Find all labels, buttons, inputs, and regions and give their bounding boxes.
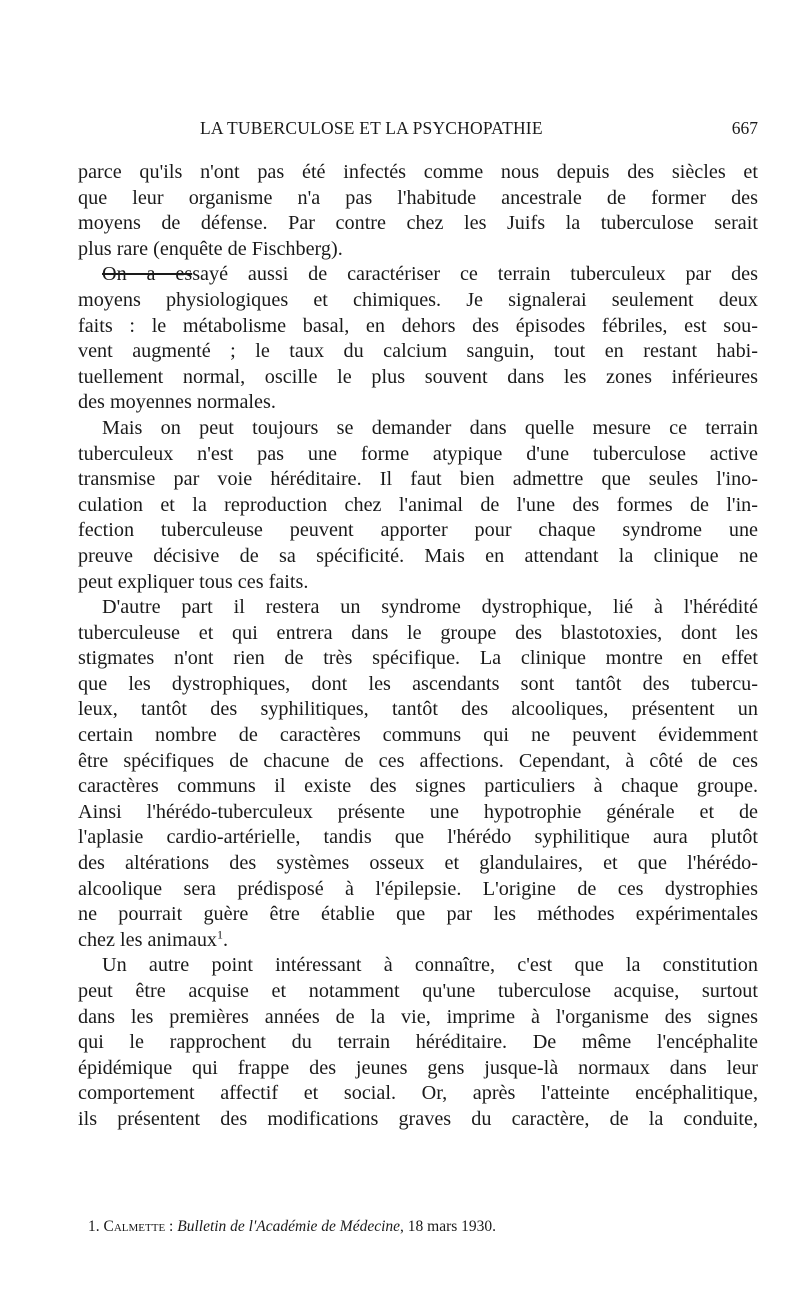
text-line: Ainsi l'hérédo-tuberculeux présente une hypotrophie générale et de [78,800,758,823]
text-line: des altérations des systèmes osseux et glandulaires, et que l'hérédo- [78,852,758,875]
paragraph [78,160,758,262]
text-line: ne pourrait guère être établie que par les méthodes expérimentales [78,903,758,926]
text-line: épidémique qui frappe des jeunes gens jusque-là normaux dans leur [78,1056,758,1079]
text-line: plus rare (enquête de Fischberg). [78,237,343,260]
text-line: vent augmenté ; le taux du calcium sanguin, tout en restant habi- [78,340,758,363]
footnote [88,1218,758,1236]
text-line: que leur organisme n'a pas l'habitude ancestrale de former des [78,186,758,209]
text-line: D'autre part il restera un syndrome dystrophique, lié à l'hérédité [102,596,758,619]
text-line [78,262,758,288]
text-line: faits : le métabolisme basal, en dehors des épisodes fébriles, est sou- [78,314,758,337]
footnote-separator: : [165,1218,178,1235]
running-header [200,118,758,148]
text-line: transmise par voie héréditaire. Il faut bien admettre que seules l'ino- [78,468,758,491]
footnote-journal: Bulletin de l'Académie de Médecine [177,1218,401,1235]
text-line: fection tuberculeuse peuvent apporter pour chaque syndrome une [78,519,758,542]
paragraph [78,262,758,416]
text-line: Mais on peut toujours se demander dans quelle mesure ce terrain [102,416,758,439]
body-text [78,160,758,1133]
text-line: certain nombre de caractères communs qui ne peuvent évidemment [78,724,758,747]
text-line: culation et la reproduction chez l'animal de l'une des formes de l'in- [78,493,758,516]
text-line: leux, tantôt des syphilitiques, tantôt des alcooliques, présentent un [78,698,758,721]
running-title: LA TUBERCULOSE ET LA PSYCHOPATHIE [200,118,543,138]
text-line: ils présentent des modifications graves du caractère, de la conduite, [78,1107,758,1130]
text-line: tuberculeux n'est pas une forme atypique d'une tuberculose active [78,442,758,465]
text-line: peut expliquer tous ces faits. [78,570,309,593]
struck-text: On a es [102,263,193,286]
text-line: Un autre point intéressant à connaître, c'est que la constitution [102,954,758,977]
text-line: être spécifiques de chacune de ces affections. Cependant, à côté de ces [78,749,758,772]
text-line: moyens de défense. Par contre chez les Juifs la tuberculose serait [78,212,758,235]
footnote-reference[interactable]: 1 [217,927,224,942]
text-line: tuberculeuse et qui entrera dans le groupe des blastotoxies, dont les [78,621,758,644]
text-line: qui le rapprochent du terrain héréditaire. De même l'encéphalite [78,1031,758,1054]
text-line: moyens physiologiques et chimiques. Je signalerai seulement deux [78,288,758,311]
text-line [78,928,758,954]
text-line: que les dystrophiques, dont les ascendants sont tantôt des tubercu- [78,672,758,695]
text-line: alcoolique sera prédisposé à l'épilepsie. L'origine de ces dystrophies [78,877,758,900]
text-line: des moyennes normales. [78,391,276,414]
text-line: l'aplasie cardio-artérielle, tandis que l'hérédo syphilitique aura plutôt [78,826,758,849]
text-line: peut être acquise et notamment qu'une tuberculose acquise, surtout [78,980,758,1002]
paragraph [78,953,758,1132]
footnote-number: 1. [88,1218,100,1235]
text-line: caractères communs il existe des signes particuliers à chaque groupe. [78,775,758,798]
text-line: stigmates n'ont rien de très spécifique. La clinique montre en effet [78,647,758,670]
text-line: preuve décisive de sa spécificité. Mais en attendant la clinique ne [78,544,758,567]
text-fragment: . [223,928,229,951]
text-line: dans les premières années de la vie, imprime à l'organisme des signes [78,1005,758,1028]
page-number: 667 [731,118,758,138]
paragraph [78,416,758,595]
footnote-author: Calmette [103,1218,166,1235]
text-line: tuellement normal, oscille le plus souvent dans les zones inférieures [78,365,758,388]
text-fragment: sayé aussi de caractériser ce terrain tuberculeux par des [192,263,758,286]
paragraph [78,595,758,953]
text-line: parce qu'ils n'ont pas été infectés comme nous depuis des siècles et [78,161,758,183]
text-fragment: chez les animaux [78,928,218,951]
footnote-date: , 18 mars 1930. [400,1218,497,1235]
text-line: comportement affectif et social. Or, après l'atteinte encéphalitique, [78,1082,758,1105]
